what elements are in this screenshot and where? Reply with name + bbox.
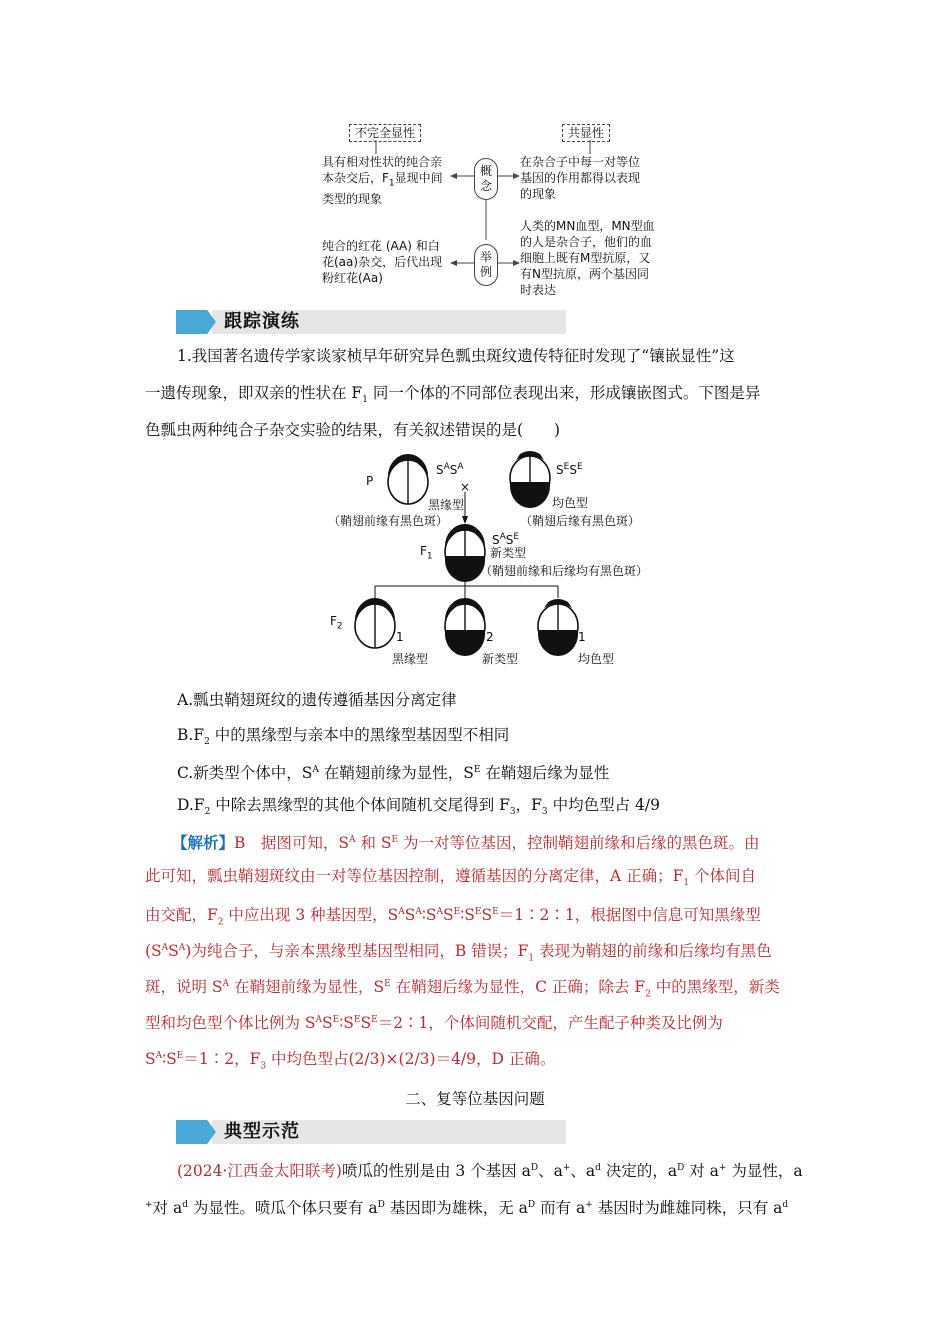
f2-name: 黑缘型 [392,652,429,666]
question-line: 色瓢虫两种纯合子杂交实验的结果，有关叙述错误的是( ) [145,421,561,439]
text-line: 纯合的红花 (AA) 和白 [322,239,440,253]
parent2-desc: （鞘翅后缘有黑色斑） [520,514,641,528]
text-line: 基因的作用都得以表现 [520,171,641,185]
text-line: 有N型抗原，两个基因同 [520,267,649,281]
genotype-parent2: $S^ES^E$ [556,462,583,477]
analysis-tag: 【解析】 [172,833,235,853]
analysis-line: $S^A∶S^E=1∶2$，$F_3$ 中均色型占(2/3)×(2/3)＝4/9，D 正确。 [145,1050,556,1072]
question-line: 1.我国著名遗传学家谈家桢早年研究异色瓢虫斑纹遗传特征时发现了“镶嵌显性”这 [177,347,735,365]
parent1-name: 黑缘型 [428,498,465,512]
text-line: 花(aa)杂交，后代出现 [322,255,443,269]
text-line: 本杂交后，$F_1$显现中间 [322,171,443,189]
analysis-line: 【解析】B 据图可知，$S^A$ 和 $S^E$ 为一对等位基因，控制鞘翅前缘和后缘的黑色斑。由 [172,833,760,853]
example-line: (2024·江西金太阳联考)喷瓜的性别是由 3 个基因 $a^D$、a+、$a^d$ 决定的，$a^D$ 对 a+ 为显性，a [177,1162,803,1181]
text-line: 细胞上既有M型抗原，又 [520,251,651,265]
section-title: 跟踪演练 [224,311,300,332]
genotype-f1: $S^AS^E$ [492,532,520,547]
option-c[interactable]: C.新类型个体中，$S^A$ 在鞘翅前缘为显性，$S^E$ 在鞘翅后缘为显性 [177,764,610,783]
text-line: 人类的MN血型，MN型血 [520,219,655,233]
right-example-text [520,218,680,298]
ladybug-f2-black-edge [355,598,395,648]
section-banner-example [176,1120,566,1144]
text-line: 在杂合子中每一对等位 [520,155,641,169]
banner-arrow-icon [176,310,216,334]
parent2-name: 均色型 [552,496,589,510]
parent1-desc: （鞘翅前缘有黑色斑） [328,514,449,528]
banner-arrow-icon [176,1120,216,1144]
f2-ratio: 1 [396,630,404,644]
analysis-line: 斑，说明 $S^A$ 在鞘翅前缘为显性，$S^E$ 在鞘翅后缘为显性，C 正确；除去 $F_2$ 中的黑缘型，新类 [145,978,780,1000]
left-example-text [322,238,452,286]
label-f1: $F_1$ [420,544,433,562]
ladybug-parent2 [510,451,550,508]
option-b[interactable]: $B.F_2$ 中的黑缘型与亲本中的黑缘型基因型不相同 [177,726,510,748]
f1-desc: （鞘翅前缘和后缘均有黑色斑） [480,564,649,578]
text-line: 的人是杂合子，他们的血 [520,235,653,249]
header-codominance: 共显性 [562,124,610,142]
ladybug-parent1 [388,454,428,504]
option-d[interactable]: $D.F_2$ 中除去黑缘型的其他个体间随机交尾得到 $F_3$，$F_3$ 中均色型占 4/9 [177,796,660,818]
text-line: 具有相对性状的纯合亲 [322,155,443,169]
question-line: 一遗传现象，即双亲的性状在 $F_1$ 同一个体的不同部位表现出来，形成镶嵌图式。下图是异 [145,384,761,406]
ladybug-f2-new-type [445,598,485,656]
right-concept-text [520,154,670,202]
f2-name: 均色型 [578,652,615,666]
genotype-parent1: $S^AS^A$ [436,462,464,477]
ladybug-figure [320,450,660,672]
section-title: 典型示范 [224,1121,300,1142]
example-source: (2024·江西金太阳联考) [177,1162,342,1181]
analysis-line: 由交配，$F_2$ 中应出现 3 种基因型，$S^AS^A∶S^AS^E∶S^ES^E=1∶2∶1$，根据图中信息可知黑缘型 [145,906,761,928]
concept-diagram [300,118,680,300]
analysis-line: $(S^AS^A)$为纯合子，与亲本黑缘型基因型相同，B 错误；$F_1$ 表现为鞘翅的前缘和后缘均有黑色 [145,942,772,964]
node-concept [474,158,498,200]
text-line: 的现象 [520,187,557,201]
ladybug-f2-uniform [538,599,578,656]
node-example-label: 举例 [480,250,493,279]
f2-name: 新类型 [482,652,519,666]
analysis-line: 此可知，瓢虫鞘翅斑纹由一对等位基因控制，遵循基因的分离定律，A 正确；$F_1$ 个体间自 [145,867,757,889]
section-banner-practice [176,310,566,334]
f2-ratio: 2 [486,630,494,644]
text-line: 类型的现象 [322,192,383,207]
cross-symbol: × [460,480,471,494]
node-example [474,244,498,286]
text-line: 粉红花(Aa) [322,271,383,285]
option-a[interactable]: A.瓢虫鞘翅斑纹的遗传遵循基因分离定律 [177,691,457,709]
f1-name: 新类型 [490,546,527,560]
left-concept-text [322,154,452,207]
node-concept-label: 概念 [480,164,493,193]
subheading: 二、复等位基因问题 [405,1090,545,1108]
header-incomplete-dominance: 不完全显性 [349,124,421,142]
label-f2: $F_2$ [330,614,343,632]
analysis-line: 型和均色型个体比例为 $S^AS^E∶S^ES^E=2∶1$，个体间随机交配，产生配子种类及比例为 [145,1014,723,1033]
ladybug-f1 [445,524,485,582]
example-line: +对 $a^d$ 为显性。喷瓜个体只要有 $a^D$ 基因即为雄株，无 $a^D$ 而有 a+ 基因时为雌雄同株，只有 $a^d$ [145,1199,789,1218]
f2-ratio: 1 [578,630,586,644]
label-p: P [366,474,374,488]
text-line: 时表达 [520,283,557,297]
